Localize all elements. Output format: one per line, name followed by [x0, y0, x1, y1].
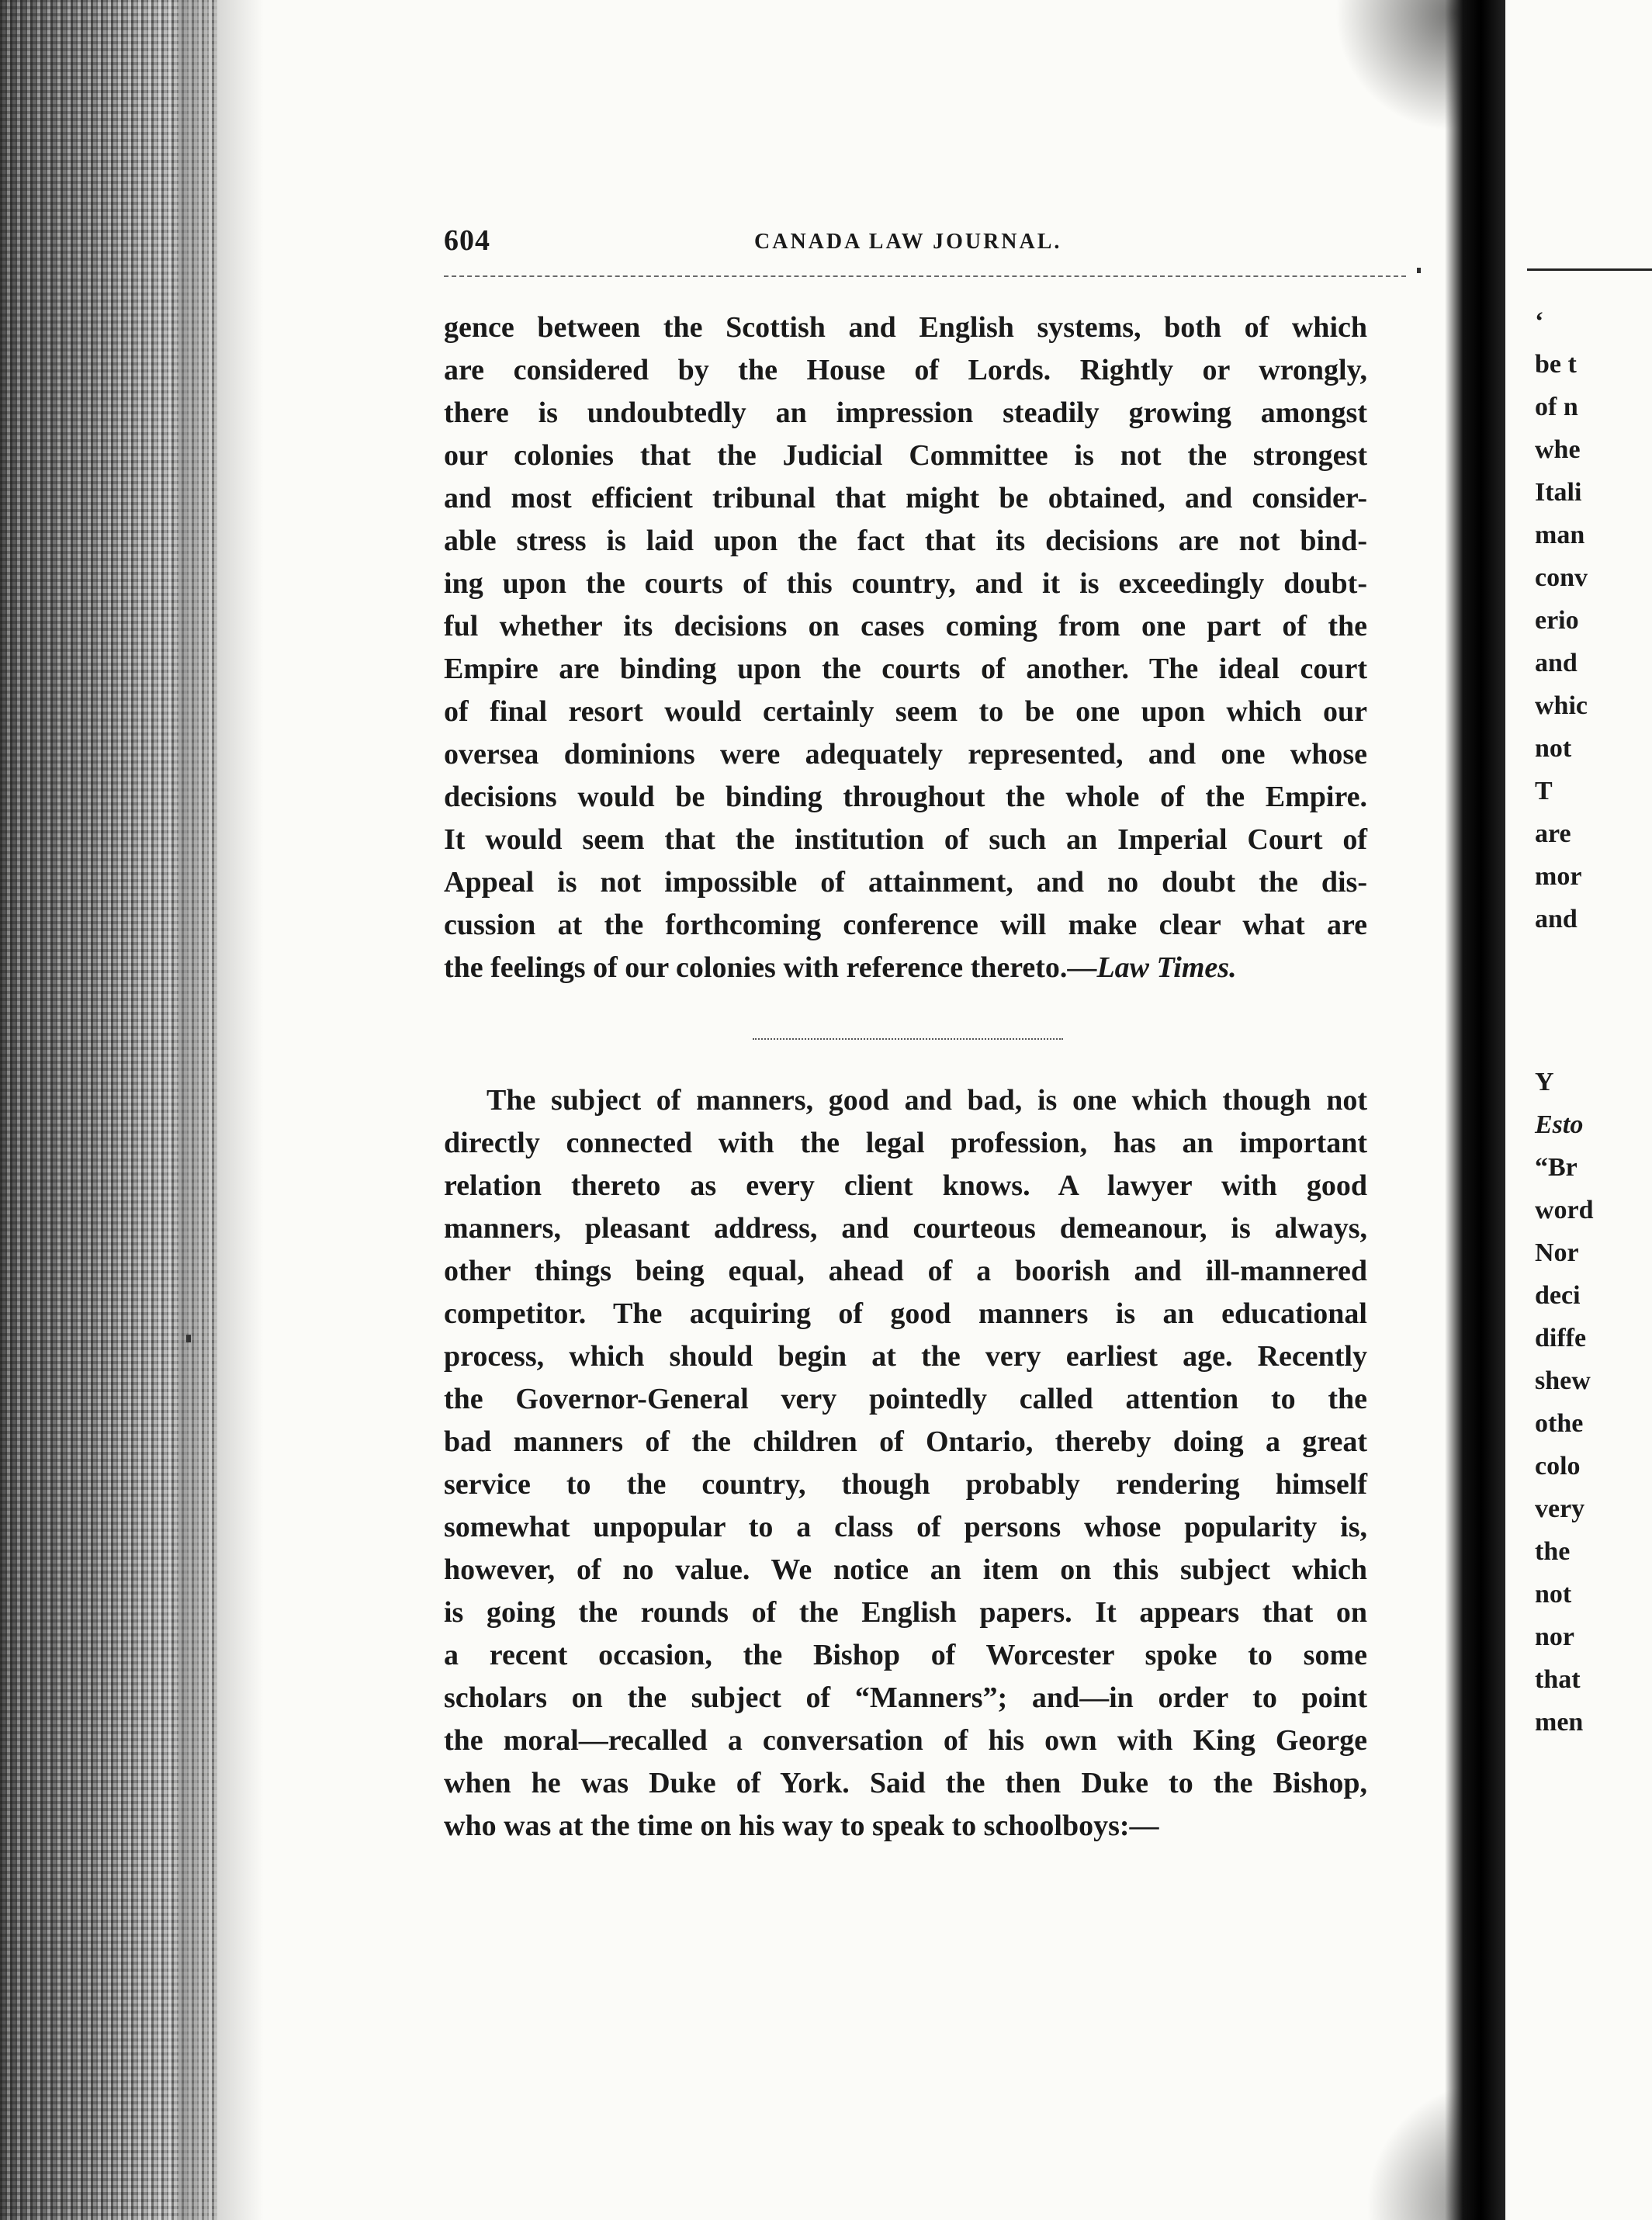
text-line: our colonies that the Judicial Committee is not the strongest [444, 439, 1367, 472]
adjacent-page-fragment: ‘ [1535, 307, 1544, 336]
adjacent-page-fragment: man [1535, 521, 1585, 549]
adjacent-page-fragment: Esto [1535, 1110, 1584, 1139]
adjacent-page-fragment: deci [1535, 1281, 1581, 1310]
header-rule [444, 275, 1406, 277]
binding-fade [178, 0, 264, 2220]
text-line: able stress is laid upon the fact that its decisions are not bind- [444, 525, 1367, 557]
adjacent-page-fragment: mor [1535, 862, 1582, 891]
text-line: the Governor-General very pointedly called attention to the [444, 1383, 1367, 1415]
section-divider [753, 1038, 1063, 1040]
adjacent-page-fragment: men [1535, 1708, 1584, 1737]
adjacent-page-fragment: nor [1535, 1623, 1574, 1651]
text-line: It would seem that the institution of such an Imperial Court of [444, 823, 1367, 856]
text-line: relation thereto as every client knows. A lawyer with good [444, 1169, 1367, 1202]
text-line: process, which should begin at the very earliest age. Recently [444, 1340, 1367, 1373]
adjacent-page-fragment: not [1535, 1580, 1572, 1609]
text-line: are considered by the House of Lords. Rightly or wrongly, [444, 354, 1367, 386]
adjacent-page-fragment: T [1535, 777, 1553, 805]
adjacent-page-fragment: and [1535, 905, 1578, 933]
paragraph-manners [444, 1079, 1367, 1848]
scan-speck [186, 1335, 191, 1342]
journal-title: CANADA LAW JOURNAL. [754, 230, 1062, 254]
paragraph-imperial-court [444, 307, 1367, 989]
adjacent-page-fragment: diffe [1535, 1324, 1587, 1352]
text-line: when he was Duke of York. Said the then Duke to the Bishop, [444, 1767, 1367, 1799]
text-line: ing upon the courts of this country, and it is exceedingly doubt- [444, 567, 1367, 600]
page-gutter [1445, 0, 1505, 2220]
adjacent-page-fragment: Y [1535, 1068, 1554, 1096]
text-line: however, of no value. We notice an item on this subject which [444, 1553, 1367, 1586]
text-line: a recent occasion, the Bishop of Worcester spoke to some [444, 1639, 1367, 1671]
adjacent-page-fragment: colo [1535, 1452, 1581, 1481]
adjacent-page-fragment: “Br [1535, 1153, 1578, 1182]
scan-speck [1417, 268, 1421, 273]
adjacent-page-fragment: very [1535, 1494, 1585, 1523]
adjacent-page-edge [1505, 0, 1652, 2220]
text-line: gence between the Scottish and English systems, both of which [444, 311, 1367, 344]
adjacent-page-fragment: Nor [1535, 1238, 1579, 1267]
text-line: is going the rounds of the English papers. It appears that on [444, 1596, 1367, 1629]
adjacent-page-fragment: conv [1535, 563, 1588, 592]
adjacent-page-fragment: and [1535, 649, 1578, 677]
text-line: bad manners of the children of Ontario, thereby doing a great [444, 1425, 1367, 1458]
text-line: and most efficient tribunal that might be obtained, and consider- [444, 482, 1367, 514]
text-line: service to the country, though probably rendering himself [444, 1468, 1367, 1501]
text-line: Appeal is not impossible of attainment, and no doubt the dis- [444, 866, 1367, 899]
adjacent-page-fragment: that [1535, 1665, 1581, 1694]
text-line: other things being equal, ahead of a boorish and ill-mannered [444, 1255, 1367, 1287]
source-citation: Law Times. [1096, 951, 1237, 984]
adjacent-page-fragment: of n [1535, 393, 1578, 421]
text-line: the moral—recalled a conversation of his own with King George [444, 1724, 1367, 1757]
adjacent-page-fragment: whic [1535, 691, 1588, 720]
adjacent-page-fragment: be t [1535, 350, 1577, 379]
adjacent-page-fragment: Itali [1535, 478, 1582, 507]
text-line: scholars on the subject of “Manners”; and—in order to point [444, 1681, 1367, 1714]
text-line: there is undoubtedly an impression steadily growing amongst [444, 397, 1367, 429]
adjacent-page-fragment: erio [1535, 606, 1579, 635]
text-line: competitor. The acquiring of good manners is an educational [444, 1297, 1367, 1330]
adjacent-page-fragment: othe [1535, 1409, 1584, 1438]
text-line: Empire are binding upon the courts of another. The ideal court [444, 653, 1367, 685]
text-line: somewhat unpopular to a class of persons whose popularity is, [444, 1511, 1367, 1543]
text-line: decisions would be binding throughout the whole of the Empire. [444, 781, 1367, 813]
text-line: who was at the time on his way to speak to schoolboys:— [444, 1810, 1159, 1842]
text-line: of final resort would certainly seem to be one upon which our [444, 695, 1367, 728]
adjacent-page-fragment: are [1535, 819, 1571, 848]
closing-text: the feelings of our colonies with reference thereto.— [444, 951, 1097, 984]
page-number: 604 [444, 224, 490, 257]
adjacent-page-fragment: not [1535, 734, 1572, 763]
running-header [444, 223, 1375, 262]
adjacent-page-fragment: word [1535, 1196, 1594, 1224]
text-line: oversea dominions were adequately represented, and one whose [444, 738, 1367, 771]
adjacent-page-fragment: shew [1535, 1366, 1591, 1395]
text-line: manners, pleasant address, and courteous demeanour, is always, [444, 1212, 1367, 1245]
text-line: directly connected with the legal profession, has an important [444, 1127, 1367, 1159]
adjacent-page-fragment: whe [1535, 435, 1581, 464]
text-line: The subject of manners, good and bad, is one which though not [487, 1084, 1367, 1117]
adjacent-page-fragment: the [1535, 1537, 1571, 1566]
text-line: ful whether its decisions on cases coming from one part of the [444, 610, 1367, 642]
text-line-last [444, 947, 1367, 989]
adjacent-page-rule [1527, 268, 1652, 271]
text-line: cussion at the forthcoming conference will make clear what are [444, 909, 1367, 941]
